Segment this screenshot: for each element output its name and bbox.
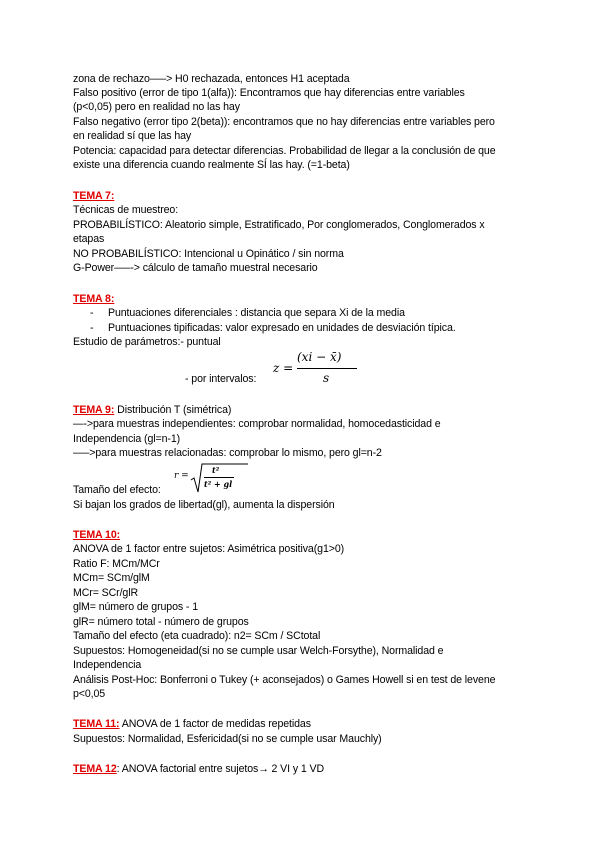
text-line: Estudio de parámetros:- puntual <box>73 336 221 348</box>
text-line: etapas <box>73 233 105 245</box>
section-heading-tema11: TEMA 11: <box>73 718 120 730</box>
text-line: glR= número total - número de grupos <box>73 616 249 628</box>
square-root-sign <box>190 462 250 494</box>
text-line: p<0,05 <box>73 688 106 700</box>
text-line: Tamaño del efecto (eta cuadrado): n2= SCm / SCtotal <box>73 630 321 642</box>
text-line: ANOVA de 1 factor entre sujetos: Asimétrica positiva(g1>0) <box>73 543 345 555</box>
text-line: zona de rechazo—–> H0 rechazada, entonces H1 aceptada <box>73 73 350 85</box>
text-line: MCm= SCm/glM <box>73 572 150 584</box>
text-line: PROBABILÍSTICO: Aleatorio simple, Estratificado, Por conglomerados, Conglomerados x <box>73 219 485 231</box>
text-line: Técnicas de muestreo: <box>73 204 179 216</box>
formula-numerator: (xi − x̄) <box>297 350 342 364</box>
section-heading-tema7: TEMA 7: <box>73 190 115 202</box>
text-line: NO PROBABILÍSTICO: Intencional u Opinático / sin norma <box>73 248 344 260</box>
fraction-bar <box>297 368 357 369</box>
section-heading-line-tema12 <box>73 762 324 776</box>
bullet-marker: - <box>90 322 94 334</box>
fraction-bar <box>204 477 234 478</box>
heading-rest: : ANOVA factorial entre sujetos→ 2 VI y 1 VD <box>116 763 325 775</box>
formula-lhs: r = <box>174 471 189 481</box>
heading-rest: Distribución T (simétrica) <box>114 404 232 416</box>
text-line: en realidad sí que las hay <box>73 130 192 142</box>
text-line: existe una diferencia cuando realmente SÍ las hay. (=1-beta) <box>73 159 350 171</box>
text-line: Independencia <box>73 659 142 671</box>
formula-lhs: z = <box>273 361 294 375</box>
text-line: Potencia: capacidad para detectar diferencias. Probabilidad de llegar a la conclusión de que <box>73 145 496 157</box>
text-line: Independencia (gl=n-1) <box>73 433 181 445</box>
text-line: Análisis Post-Hoc: Bonferroni o Tukey (+ aconsejados) o Games Howell si en test de levene <box>73 674 496 686</box>
text-line: —->para muestras independientes: comprobar normalidad, homocedasticidad e <box>73 418 441 430</box>
bullet-marker: - <box>90 307 94 319</box>
text-line: G-Power—–-> cálculo de tamaño muestral necesario <box>73 262 318 274</box>
section-heading-tema8: TEMA 8: <box>73 293 115 305</box>
text-line: glM= número de grupos - 1 <box>73 601 198 613</box>
text-line: Ratio F: MCm/MCr <box>73 558 160 570</box>
heading-rest: ANOVA de 1 factor de medidas repetidas <box>119 718 311 730</box>
text-line: —–>para muestras relacionadas: comprobar lo mismo, pero gl=n-2 <box>73 447 382 459</box>
section-heading-tema10: TEMA 10: <box>73 529 121 541</box>
bullet-item: Puntuaciones tipificadas: valor expresado en unidades de desviación típica. <box>108 322 456 334</box>
bullet-item: Puntuaciones diferenciales : distancia que separa Xi de la media <box>108 307 405 319</box>
section-heading-tema9: TEMA 9: <box>73 404 115 416</box>
formula-denominator: s <box>323 371 330 385</box>
text-line: MCr= SCr/glR <box>73 587 139 599</box>
effect-size-formula <box>174 462 244 494</box>
text-line: Falso negativo (error tipo 2(beta)): encontramos que no hay diferencias entre variables pero <box>73 116 495 128</box>
section-heading-line-tema11 <box>73 717 311 731</box>
formula-numerator: t² <box>212 465 220 475</box>
text-line: Si bajan los grados de libertad(gl), aumenta la dispersión <box>73 499 335 511</box>
formula-denominator: t² + gl <box>204 479 233 489</box>
text-line: (p<0,05) pero en realidad no las hay <box>73 101 240 113</box>
z-score-formula <box>273 350 363 386</box>
section-heading-tema12: TEMA 12 <box>73 763 117 775</box>
text-line: Falso positivo (error de tipo 1(alfa)): Encontramos que hay diferencias entre variables <box>73 87 465 99</box>
text-line: Supuestos: Homogeneidad(si no se cumple usar Welch-Forsythe), Normalidad e <box>73 645 444 657</box>
text-line: Supuestos: Normalidad, Esfericidad(si no se cumple usar Mauchly) <box>73 733 382 745</box>
text-line: Tamaño del efecto: <box>73 484 161 496</box>
text-line: - por intervalos: <box>185 373 257 385</box>
section-heading-line-tema9 <box>73 403 231 417</box>
